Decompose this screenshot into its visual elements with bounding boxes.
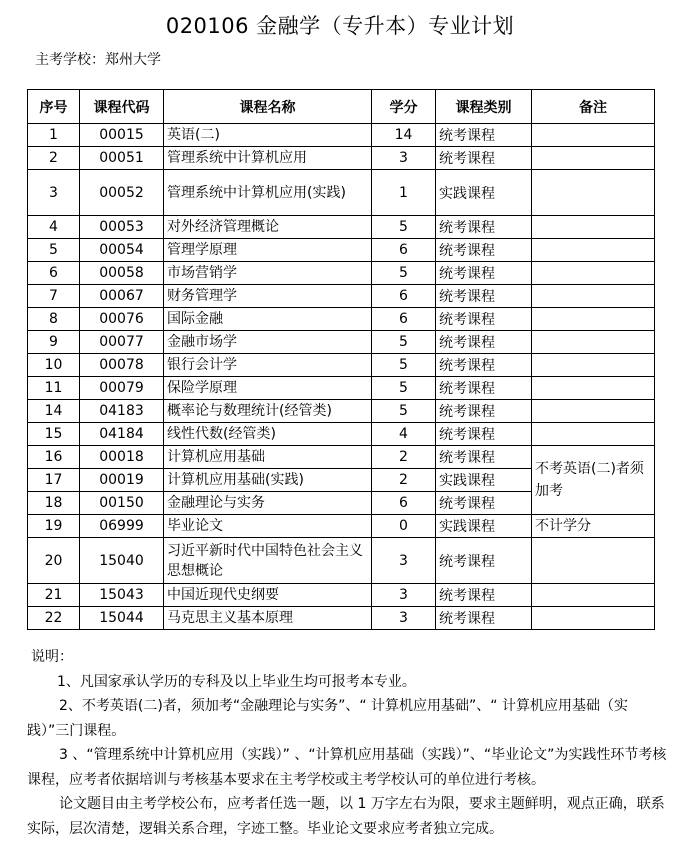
cell-code: 00079 bbox=[80, 377, 164, 400]
cell-name: 毕业论文 bbox=[164, 515, 372, 538]
cell-name: 金融市场学 bbox=[164, 331, 372, 354]
table-header-row bbox=[28, 90, 655, 124]
header-name: 课程名称 bbox=[164, 90, 372, 124]
cell-name: 银行会计学 bbox=[164, 354, 372, 377]
cell-credit: 6 bbox=[372, 308, 436, 331]
cell-no: 22 bbox=[28, 607, 80, 630]
exam-school: 主考学校：郑州大学 bbox=[35, 52, 161, 68]
table-row bbox=[28, 285, 655, 308]
cell-name: 管理系统中计算机应用(实践) bbox=[164, 170, 372, 216]
cell-type: 统考课程 bbox=[436, 308, 532, 331]
cell-no: 19 bbox=[28, 515, 80, 538]
cell-credit: 14 bbox=[372, 124, 436, 147]
header-remark: 备注 bbox=[532, 90, 655, 124]
cell-type: 统考课程 bbox=[436, 285, 532, 308]
table-row bbox=[28, 308, 655, 331]
table-row bbox=[28, 170, 655, 216]
cell-type: 统考课程 bbox=[436, 584, 532, 607]
cell-no: 16 bbox=[28, 446, 80, 469]
cell-type: 统考课程 bbox=[436, 147, 532, 170]
cell-no: 14 bbox=[28, 400, 80, 423]
cell-code: 00018 bbox=[80, 446, 164, 469]
cell-remark bbox=[532, 607, 655, 630]
cell-type: 统考课程 bbox=[436, 216, 532, 239]
cell-name: 市场营销学 bbox=[164, 262, 372, 285]
cell-credit: 2 bbox=[372, 469, 436, 492]
table-row bbox=[28, 147, 655, 170]
cell-code: 15043 bbox=[80, 584, 164, 607]
page-title: 020106 金融学（专升本）专业计划 bbox=[165, 14, 515, 38]
cell-code: 00019 bbox=[80, 469, 164, 492]
header-code: 课程代码 bbox=[80, 90, 164, 124]
cell-credit: 3 bbox=[372, 607, 436, 630]
cell-name: 管理系统中计算机应用 bbox=[164, 147, 372, 170]
cell-type: 统考课程 bbox=[436, 400, 532, 423]
cell-credit: 6 bbox=[372, 285, 436, 308]
cell-name: 线性代数(经管类) bbox=[164, 423, 372, 446]
cell-code: 00051 bbox=[80, 147, 164, 170]
course-plan-table bbox=[27, 89, 655, 630]
table-row bbox=[28, 515, 655, 538]
cell-no: 3 bbox=[28, 170, 80, 216]
cell-name: 中国近现代史纲要 bbox=[164, 584, 372, 607]
cell-no: 15 bbox=[28, 423, 80, 446]
cell-code: 04184 bbox=[80, 423, 164, 446]
cell-type: 统考课程 bbox=[436, 607, 532, 630]
cell-name: 概率论与数理统计(经管类) bbox=[164, 400, 372, 423]
cell-code: 00076 bbox=[80, 308, 164, 331]
cell-code: 06999 bbox=[80, 515, 164, 538]
table-row bbox=[28, 400, 655, 423]
cell-name: 金融理论与实务 bbox=[164, 492, 372, 515]
cell-type: 实践课程 bbox=[436, 515, 532, 538]
note-item: 3 、“管理系统中计算机应用（实践）” 、“计算机应用基础（实践）”、“毕业论文”为实践性环节考核课程，应考者依据培训与考核基本要求在主考学校或主考学校认可的单位进行考核。 bbox=[27, 747, 667, 788]
table-row bbox=[28, 331, 655, 354]
cell-no: 17 bbox=[28, 469, 80, 492]
cell-code: 15040 bbox=[80, 538, 164, 584]
cell-name: 财务管理学 bbox=[164, 285, 372, 308]
cell-credit: 6 bbox=[372, 492, 436, 515]
cell-remark bbox=[532, 331, 655, 354]
cell-credit: 5 bbox=[372, 262, 436, 285]
cell-remark bbox=[532, 147, 655, 170]
cell-type: 统考课程 bbox=[436, 239, 532, 262]
cell-no: 10 bbox=[28, 354, 80, 377]
cell-remark-merged: 不考英语(二)者须加考 bbox=[532, 446, 655, 515]
cell-type: 统考课程 bbox=[436, 124, 532, 147]
note-item: 1、凡国家承认学历的专科及以上毕业生均可报考本专业。 bbox=[57, 673, 416, 690]
cell-remark bbox=[532, 400, 655, 423]
cell-code: 00058 bbox=[80, 262, 164, 285]
table-row bbox=[28, 423, 655, 446]
table-row bbox=[28, 354, 655, 377]
header-no: 序号 bbox=[28, 90, 80, 124]
cell-credit: 5 bbox=[372, 331, 436, 354]
cell-credit: 1 bbox=[372, 170, 436, 216]
cell-type: 统考课程 bbox=[436, 492, 532, 515]
cell-credit: 5 bbox=[372, 400, 436, 423]
cell-no: 9 bbox=[28, 331, 80, 354]
note-item: 2、不考英语(二)者，须加考“金融理论与实务”、“ 计算机应用基础”、“ 计算机应用基础（实践）”三门课程。 bbox=[27, 698, 628, 739]
cell-credit: 4 bbox=[372, 423, 436, 446]
cell-remark bbox=[532, 377, 655, 400]
cell-no: 2 bbox=[28, 147, 80, 170]
cell-code: 00015 bbox=[80, 124, 164, 147]
cell-name: 英语(二) bbox=[164, 124, 372, 147]
cell-credit: 6 bbox=[372, 239, 436, 262]
cell-no: 21 bbox=[28, 584, 80, 607]
table-row bbox=[28, 377, 655, 400]
table-row bbox=[28, 262, 655, 285]
cell-type: 实践课程 bbox=[436, 469, 532, 492]
cell-credit: 3 bbox=[372, 584, 436, 607]
cell-credit: 2 bbox=[372, 446, 436, 469]
cell-credit: 5 bbox=[372, 377, 436, 400]
cell-type: 统考课程 bbox=[436, 331, 532, 354]
cell-no: 7 bbox=[28, 285, 80, 308]
header-credit: 学分 bbox=[372, 90, 436, 124]
cell-type: 统考课程 bbox=[436, 262, 532, 285]
cell-remark bbox=[532, 170, 655, 216]
cell-type: 统考课程 bbox=[436, 354, 532, 377]
notes-section bbox=[27, 645, 667, 841]
cell-remark bbox=[532, 354, 655, 377]
table-row bbox=[28, 607, 655, 630]
cell-name: 计算机应用基础 bbox=[164, 446, 372, 469]
table-row bbox=[28, 538, 655, 584]
cell-credit: 3 bbox=[372, 147, 436, 170]
cell-remark bbox=[532, 262, 655, 285]
table-row bbox=[28, 584, 655, 607]
cell-no: 4 bbox=[28, 216, 80, 239]
cell-no: 5 bbox=[28, 239, 80, 262]
cell-remark bbox=[532, 285, 655, 308]
cell-code: 00150 bbox=[80, 492, 164, 515]
cell-code: 00078 bbox=[80, 354, 164, 377]
cell-name: 习近平新时代中国特色社会主义思想概论 bbox=[164, 538, 372, 584]
cell-name: 计算机应用基础(实践) bbox=[164, 469, 372, 492]
cell-type: 统考课程 bbox=[436, 538, 532, 584]
cell-code: 00054 bbox=[80, 239, 164, 262]
cell-code: 04183 bbox=[80, 400, 164, 423]
cell-credit: 0 bbox=[372, 515, 436, 538]
cell-remark: 不计学分 bbox=[532, 515, 655, 538]
cell-no: 6 bbox=[28, 262, 80, 285]
cell-code: 15044 bbox=[80, 607, 164, 630]
cell-name: 马克思主义基本原理 bbox=[164, 607, 372, 630]
cell-type: 统考课程 bbox=[436, 446, 532, 469]
cell-name: 国际金融 bbox=[164, 308, 372, 331]
cell-code: 00053 bbox=[80, 216, 164, 239]
table-row bbox=[28, 239, 655, 262]
cell-name: 保险学原理 bbox=[164, 377, 372, 400]
cell-remark bbox=[532, 538, 655, 584]
cell-code: 00067 bbox=[80, 285, 164, 308]
note-item: 论文题目由主考学校公布，应考者任选一题，以 1 万字左右为限，要求主题鲜明，观点正确，联系实际，层次清楚，逻辑关系合理，字迹工整。毕业论文要求应考者独立完成。 bbox=[27, 796, 665, 837]
cell-no: 18 bbox=[28, 492, 80, 515]
cell-no: 8 bbox=[28, 308, 80, 331]
table-row bbox=[28, 446, 655, 469]
header-type: 课程类别 bbox=[436, 90, 532, 124]
cell-code: 00052 bbox=[80, 170, 164, 216]
cell-no: 20 bbox=[28, 538, 80, 584]
cell-remark bbox=[532, 308, 655, 331]
notes-label: 说明： bbox=[31, 649, 73, 665]
cell-name: 管理学原理 bbox=[164, 239, 372, 262]
cell-credit: 3 bbox=[372, 538, 436, 584]
cell-remark bbox=[532, 584, 655, 607]
cell-credit: 5 bbox=[372, 216, 436, 239]
cell-remark bbox=[532, 423, 655, 446]
cell-no: 1 bbox=[28, 124, 80, 147]
cell-credit: 5 bbox=[372, 354, 436, 377]
table-row bbox=[28, 124, 655, 147]
table-row bbox=[28, 216, 655, 239]
cell-type: 统考课程 bbox=[436, 377, 532, 400]
cell-remark bbox=[532, 216, 655, 239]
cell-code: 00077 bbox=[80, 331, 164, 354]
cell-name: 对外经济管理概论 bbox=[164, 216, 372, 239]
cell-remark bbox=[532, 124, 655, 147]
cell-type: 实践课程 bbox=[436, 170, 532, 216]
cell-type: 统考课程 bbox=[436, 423, 532, 446]
cell-no: 11 bbox=[28, 377, 80, 400]
cell-remark bbox=[532, 239, 655, 262]
